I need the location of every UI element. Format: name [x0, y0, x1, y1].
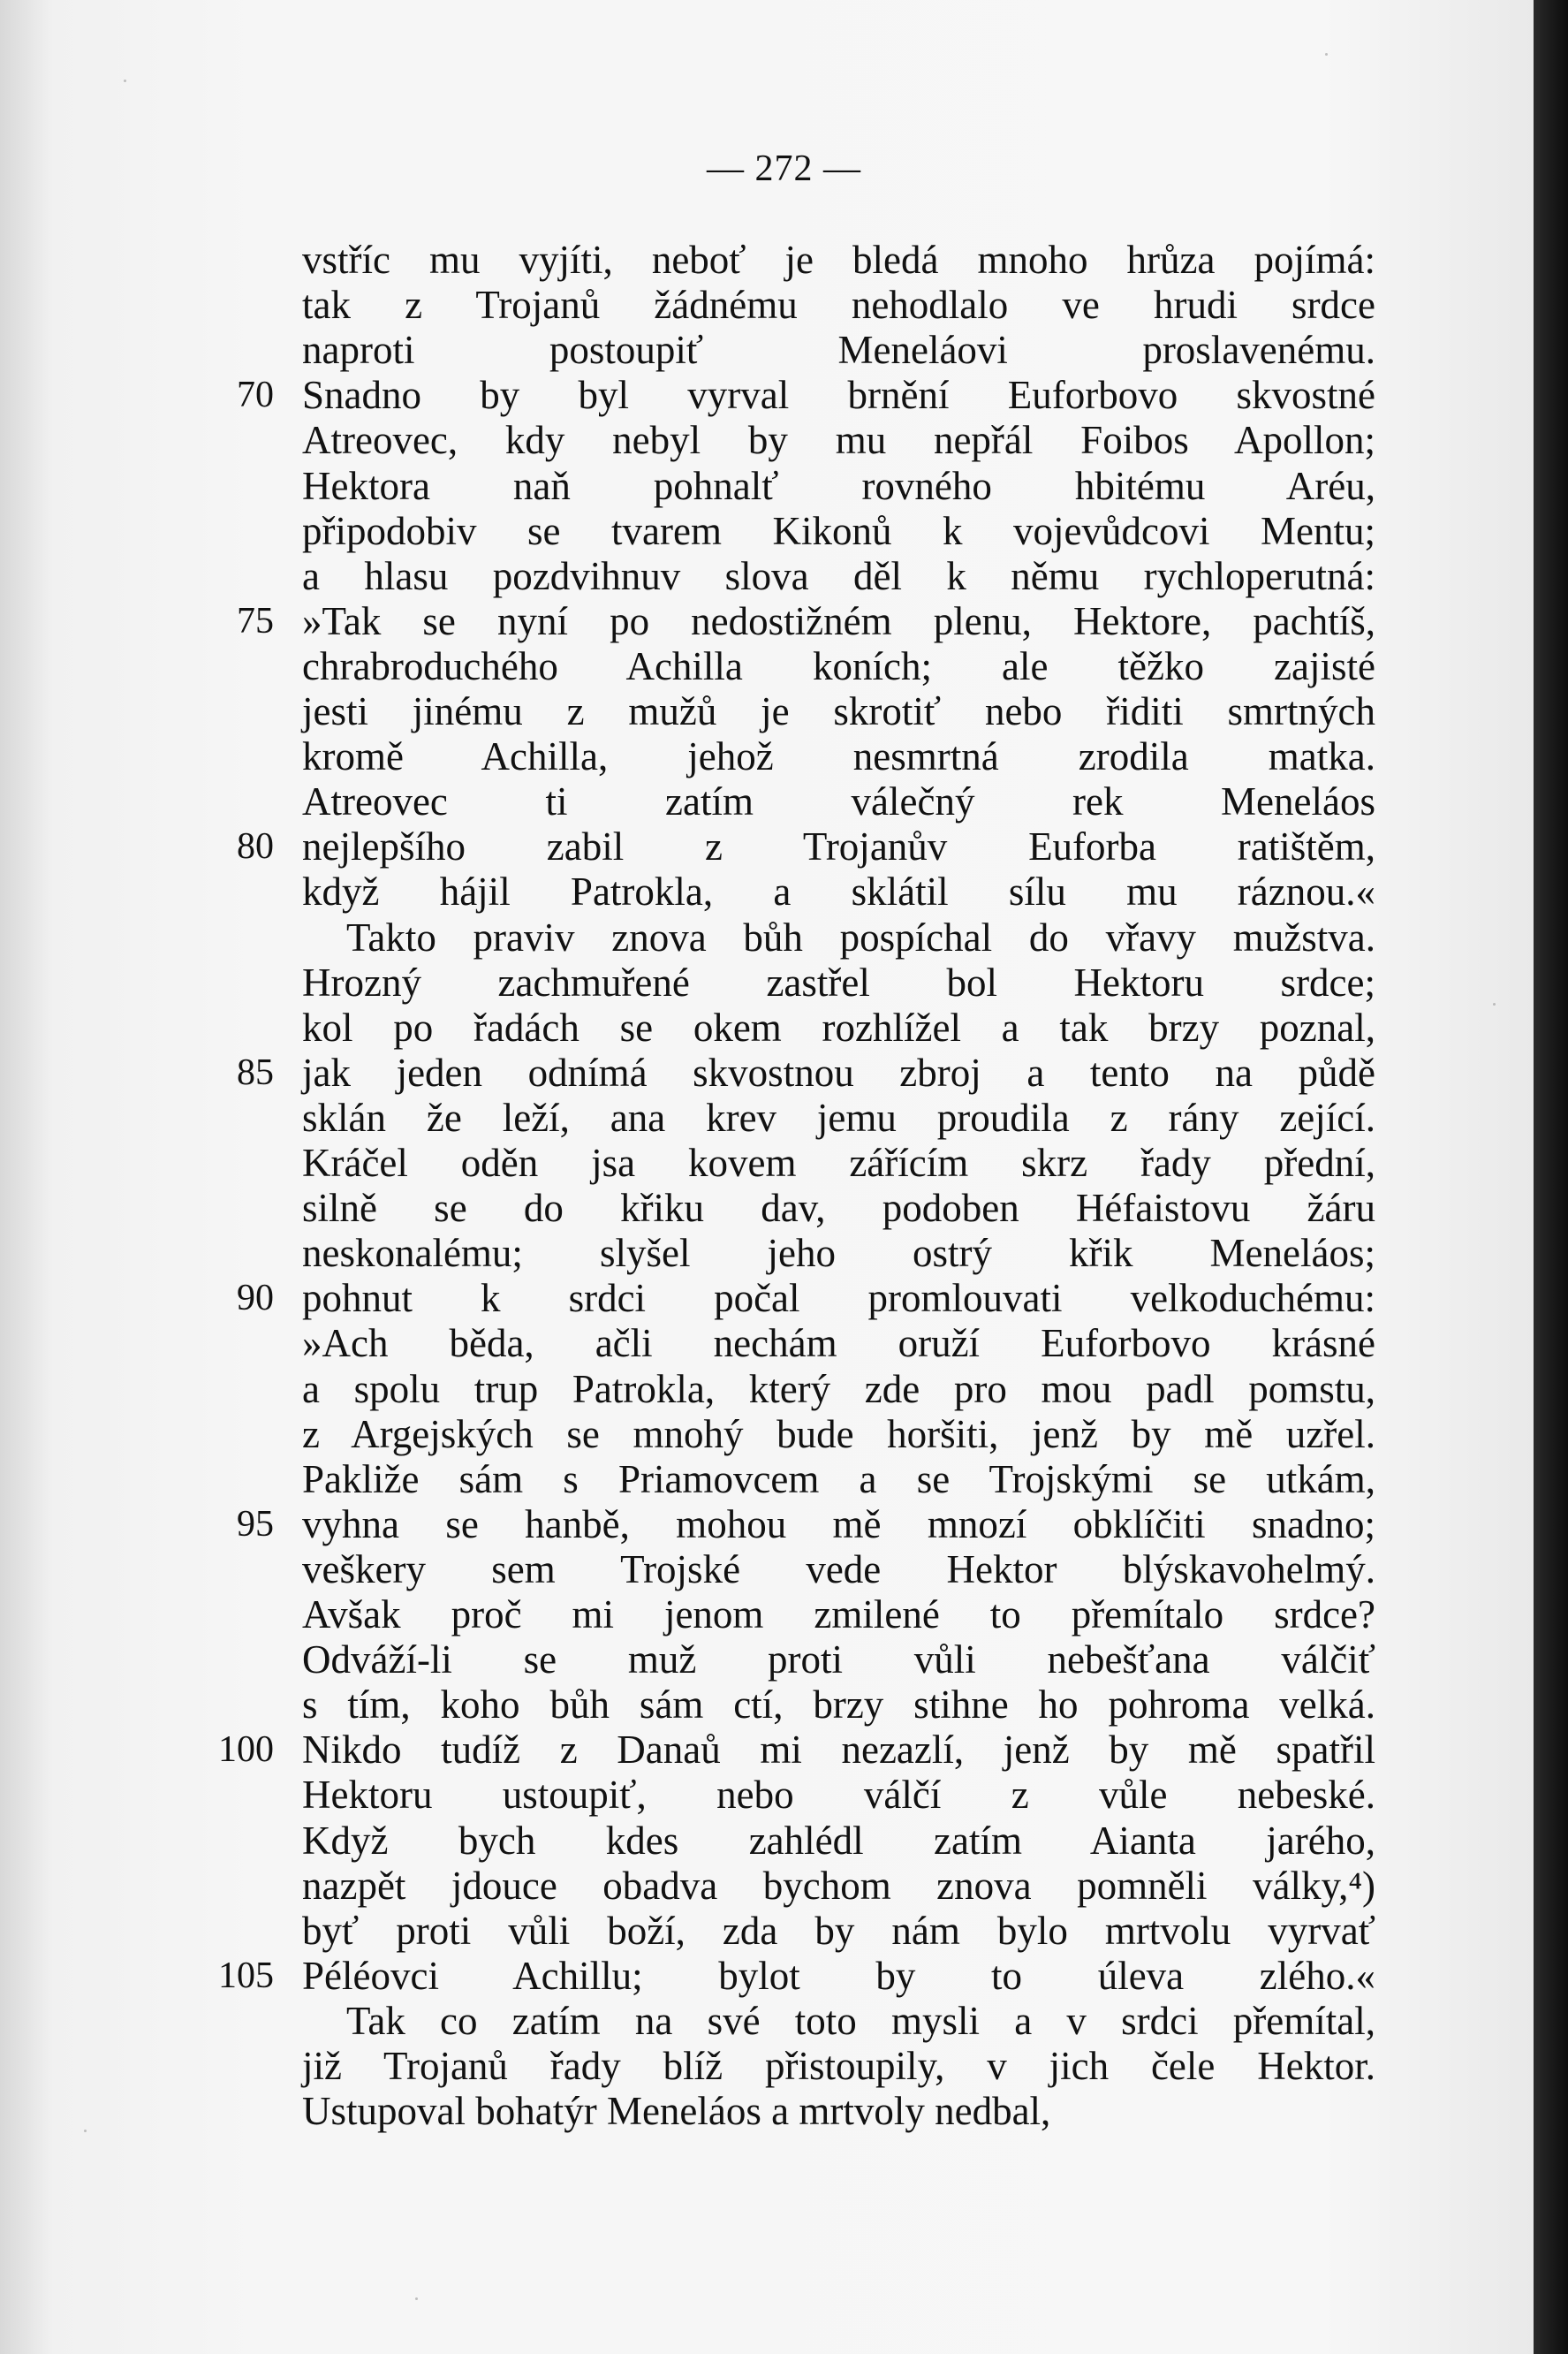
page-number: — 272 — [707, 148, 861, 189]
verse-line-text: silně se do křiku dav, podoben Héfaistovu žáru [302, 1186, 1375, 1231]
verse-line [0, 1591, 1534, 1637]
verse-line-number: 70 [237, 375, 274, 416]
verse-line [0, 1320, 1534, 1366]
verse-line-text: veškery sem Trojské vede Hektor blýskavohelmý. [302, 1546, 1375, 1591]
verse-line [0, 1005, 1534, 1051]
verse-line [0, 1727, 1534, 1773]
verse-line-text: Hrozný zachmuřené zastřel bol Hektoru srdce; [302, 960, 1375, 1005]
verse-line-text: byť proti vůli boží, zda by nám bylo mrtvolu vyrvať [302, 1908, 1375, 1953]
verse-line-text: Hektoru ustoupiť, nebo válčí z vůle nebeské. [302, 1773, 1375, 1818]
verse-line-text: Tak co zatím na své toto mysli a v srdci přemítal, [346, 1998, 1375, 2043]
verse-line-text: Atreovec, kdy nebyl by mu nepřál Foibos Apollon; [302, 418, 1375, 463]
verse-line-text: »Tak se nyní po nedostižném plenu, Hektore, pachtíš, [302, 598, 1375, 643]
verse-line-text: jak jeden odnímá skvostnou zbroj a tento na půdě [302, 1050, 1375, 1095]
verse-line [0, 1818, 1534, 1864]
verse-line-text: a spolu trup Patrokla, který zde pro mou padl pomstu, [302, 1366, 1375, 1411]
verse-line [0, 1546, 1534, 1592]
verse-line-text: pohnut k srdci počal promlouvati velkoduchému: [302, 1276, 1375, 1321]
verse-line [0, 869, 1534, 915]
verse-line-number: 75 [237, 600, 274, 642]
verse-line [0, 1998, 1534, 2044]
verse-line-text: Ustupoval bohatýr Meneláos a mrtvoly nedbal, [302, 2089, 1051, 2134]
book-spine-shadow [1534, 0, 1568, 2354]
verse-line-text: neskonalému; slyšel jeho ostrý křik Meneláos; [302, 1231, 1375, 1276]
verse-line [0, 1050, 1534, 1096]
verse-line-text: když hájil Patrokla, a sklátil sílu mu ráznou.« [302, 869, 1375, 915]
verse-line-text: již Trojanů řady blíž přistoupily, v jich čele Hektor. [302, 2044, 1375, 2088]
verse-line-number: 90 [237, 1278, 274, 1319]
verse-line [0, 688, 1534, 734]
verse-line-text: vstříc mu vyjíti, neboť je bledá mnoho hrůza pojímá: [302, 238, 1375, 282]
verse-line-text: vyhna se hanbě, mohou mě mnozí obklíčiti snadno; [302, 1501, 1375, 1546]
verse-line [0, 327, 1534, 373]
verse-line-text: jesti jinému z mužů je skrotiť nebo řiditi smrtných [302, 689, 1375, 733]
verse-line-text: Avšak proč mi jenom zmilené to přemítalo srdce? [302, 1592, 1375, 1636]
verse-line [0, 237, 1534, 283]
verse-line-text: Atreovec ti zatím válečný rek Meneláos [302, 779, 1375, 824]
verse-line-text: Hektora naň pohnalť rovného hbitému Aréu, [302, 463, 1375, 508]
verse-line [0, 1456, 1534, 1502]
verse-line-text: připodobiv se tvarem Kikonů k vojevůdcovi Mentu; [302, 508, 1375, 553]
verse-line [0, 463, 1534, 509]
verse-line [0, 824, 1534, 869]
verse-line [0, 372, 1534, 418]
verse-line-text: chrabroduchého Achilla koních; ale těžko zajisté [302, 643, 1375, 688]
verse-line [0, 2043, 1534, 2089]
verse-line [0, 2088, 1534, 2134]
verse-line-number: 95 [237, 1503, 274, 1545]
verse-line [0, 1953, 1534, 1999]
verse-line-text: tak z Trojanů žádnému nehodlalo ve hrudi srdce [302, 283, 1375, 328]
verse-line [0, 1411, 1534, 1457]
verse-line [0, 1230, 1534, 1276]
verse-line [0, 1501, 1534, 1547]
verse-line [0, 733, 1534, 779]
verse-line-text: Takto praviv znova bůh pospíchal do vřavy mužstva. [346, 915, 1375, 960]
verse-line [0, 1908, 1534, 1954]
verse-line [0, 1140, 1534, 1186]
verse-line-text: Kráčel oděn jsa kovem zářícím skrz řady přední, [302, 1141, 1375, 1185]
verse-line-text: a hlasu pozdvihnuv slova děl k němu rychloperutná: [302, 553, 1375, 598]
verse-line [0, 417, 1534, 463]
paper-speck [1325, 53, 1328, 56]
verse-line-text: Odváží-li se muž proti vůli nebešťana válčiť [302, 1637, 1375, 1682]
verse-line [0, 778, 1534, 824]
verse-line [0, 553, 1534, 599]
verse-line-text: kol po řadách se okem rozhlížel a tak brzy poznal, [302, 1005, 1375, 1050]
verse-line [0, 1682, 1534, 1728]
verse-line [0, 598, 1534, 644]
verse-line [0, 1095, 1534, 1141]
verse-line [0, 960, 1534, 1006]
verse-line [0, 1185, 1534, 1231]
paper-speck [124, 80, 126, 82]
verse-line [0, 508, 1534, 554]
verse-line [0, 1863, 1534, 1909]
verse-line-text: Snadno by byl vyrval brnění Euforbovo skvostné [302, 373, 1375, 418]
verse-line-text: naproti postoupiť Meneláovi proslavenému. [302, 328, 1375, 373]
verse-line-text: nejlepšího zabil z Trojanův Euforba ratištěm, [302, 824, 1375, 869]
paper-speck [415, 2297, 418, 2300]
verse-line-number: 105 [218, 1955, 274, 1996]
verse-line [0, 1772, 1534, 1818]
verse-line [0, 915, 1534, 961]
verse-line-text: sklán že leží, ana krev jemu proudila z rány zející. [302, 1095, 1375, 1140]
verse-line-text: »Ach běda, ačli nechám oruží Euforbovo krásné [302, 1321, 1375, 1366]
verse-line-text: s tím, koho bůh sám ctí, brzy stihne ho pohroma velká. [302, 1682, 1375, 1728]
verse-line-text: kromě Achilla, jehož nesmrtná zrodila matka. [302, 734, 1375, 779]
verse-line-number: 80 [237, 826, 274, 868]
verse-line [0, 282, 1534, 328]
verse-line [0, 1366, 1534, 1412]
verse-line-number: 100 [218, 1729, 274, 1771]
verse-line-text: nazpět jdouce obadva bychom znova pomněli války,⁴) [302, 1863, 1375, 1908]
verse-line [0, 1275, 1534, 1321]
verse-line-text: Když bych kdes zahlédl zatím Aianta jarého, [302, 1818, 1375, 1863]
verse-line [0, 643, 1534, 689]
verse-line [0, 1636, 1534, 1682]
verse-line-text: z Argejských se mnohý bude horšiti, jenž by mě uzřel. [302, 1411, 1375, 1456]
verse-line-text: Nikdo tudíž z Danaů mi nezazlí, jenž by mě spatřil [302, 1728, 1375, 1773]
verse-line-text: Pakliže sám s Priamovcem a se Trojskými se utkám, [302, 1456, 1375, 1501]
verse-line-text: Péléovci Achillu; bylot by to úleva zlého.« [302, 1953, 1375, 1998]
verse-line-number: 85 [237, 1052, 274, 1093]
